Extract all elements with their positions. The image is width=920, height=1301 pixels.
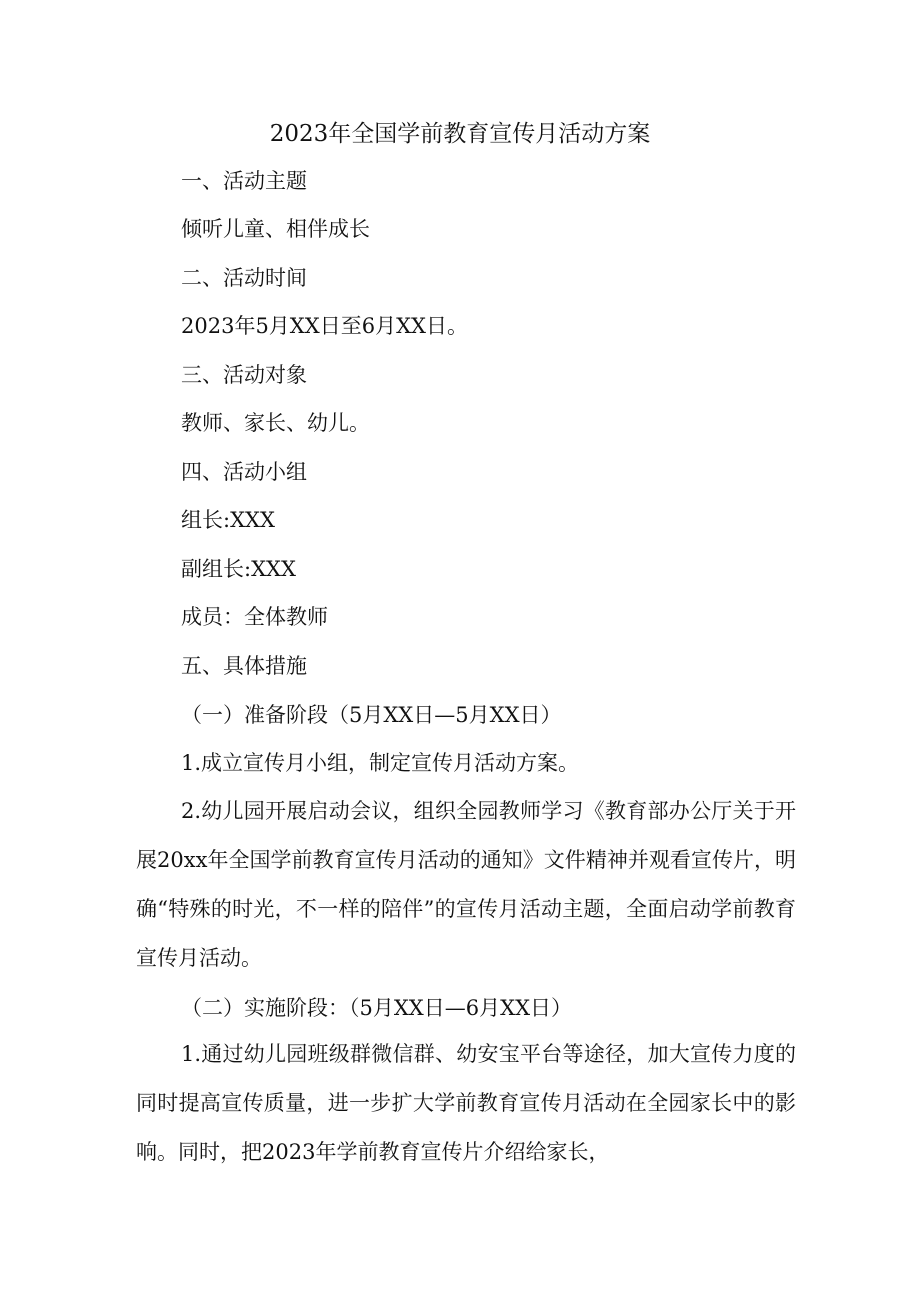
section-heading-audience: 三、活动对象 — [181, 363, 307, 387]
time-text: 2023年5月XX日至6月XX日。 — [181, 314, 468, 338]
section-heading-measures: 五、具体措施 — [181, 654, 307, 678]
section-heading-time: 二、活动时间 — [181, 266, 307, 290]
phase2-item-1: 1.通过幼儿园班级群微信群、幼安宝平台等途径，加大宣传力度的同时提高宣传质量，进一步扩大学前教育宣传月活动在全园家长中的影响。同时，把2023年学前教育宣传片介绍给家长， — [136, 1042, 796, 1164]
audience-text: 教师、家长、幼儿。 — [181, 411, 370, 435]
group-leader: 组长:XXX — [181, 508, 275, 532]
phase1-item-1: 1.成立宣传月小组，制定宣传月活动方案。 — [181, 751, 580, 775]
group-deputy-leader: 副组长:XXX — [181, 557, 296, 581]
section-heading-group: 四、活动小组 — [181, 460, 307, 484]
group-members: 成员：全体教师 — [181, 605, 328, 629]
phase1-heading: （一）准备阶段（5月XX日—5月XX日） — [181, 703, 562, 727]
phase2-heading: （二）实施阶段：（5月XX日—6月XX日） — [181, 996, 573, 1020]
document-title: 2023年全国学前教育宣传月活动方案 — [269, 121, 651, 147]
phase1-item-2: 2.幼儿园开展启动会议，组织全园教师学习《教育部办公厅关于开展20xx年全国学前教育宣传月活动的通知》文件精神并观看宣传片，明确“特殊的时光，不一样的陪伴”的宣传月活动主题，全面启动学前教育宣传月活动。 — [136, 799, 796, 970]
theme-text: 倾听儿童、相伴成长 — [181, 217, 370, 241]
section-heading-theme: 一、活动主题 — [181, 169, 307, 193]
